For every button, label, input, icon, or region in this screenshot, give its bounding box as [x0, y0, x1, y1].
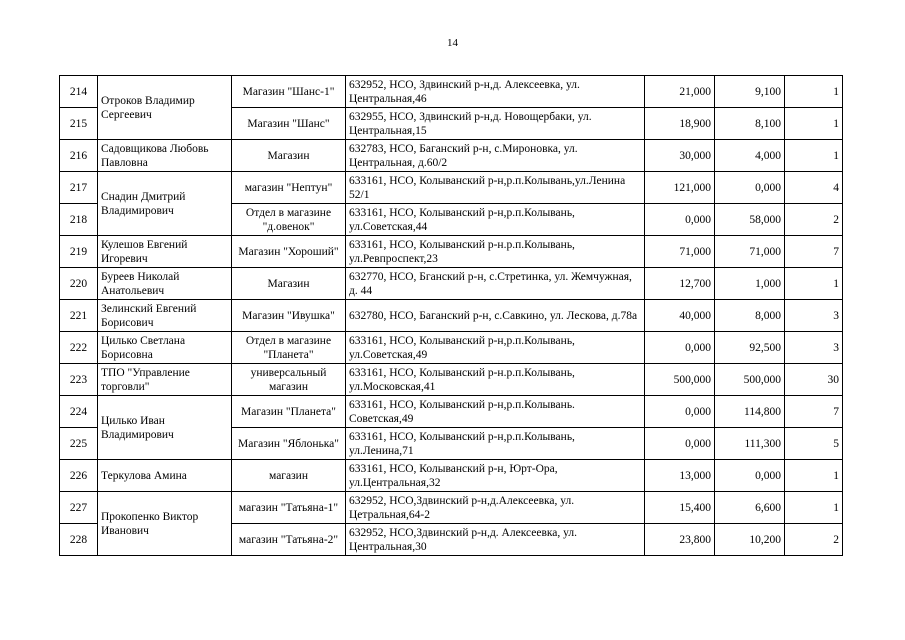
store-address: 632952, НСО,Здвинский р-н,д.Алексеевка, ул. Цетральная,64-2 — [346, 492, 645, 524]
value-3: 7 — [785, 396, 843, 428]
row-number: 223 — [60, 364, 98, 396]
value-1: 15,400 — [645, 492, 715, 524]
owner-name: Прокопенко Виктор Иванович — [98, 492, 232, 556]
owner-name: Теркулова Амина — [98, 460, 232, 492]
value-2: 0,000 — [715, 460, 785, 492]
row-number: 220 — [60, 268, 98, 300]
row-number: 217 — [60, 172, 98, 204]
store-address: 633161, НСО, Колыванский р-н, Юрт-Ора, ул.Центральная,32 — [346, 460, 645, 492]
table-row — [60, 236, 843, 268]
value-1: 0,000 — [645, 428, 715, 460]
table-row — [60, 460, 843, 492]
store-type: Магазин "Яблонька" — [232, 428, 346, 460]
table-row — [60, 396, 843, 428]
store-type: Магазин "Хороший" — [232, 236, 346, 268]
value-1: 13,000 — [645, 460, 715, 492]
row-number: 225 — [60, 428, 98, 460]
value-3: 1 — [785, 76, 843, 108]
value-3: 3 — [785, 332, 843, 364]
store-address: 632783, НСО, Баганский р-н, с.Мироновка, ул. Центральная, д.60/2 — [346, 140, 645, 172]
store-type: Магазин — [232, 268, 346, 300]
owner-name: ТПО "Управление торговли" — [98, 364, 232, 396]
store-type: Магазин — [232, 140, 346, 172]
store-type: Отдел в магазине "д.овенок" — [232, 204, 346, 236]
store-address: 633161, НСО, Колыванский р-н.р.п.Колывань, ул.Московская,41 — [346, 364, 645, 396]
value-2: 92,500 — [715, 332, 785, 364]
store-address: 632770, НСО, Бганский р-н, с.Стретинка, ул. Жемчужная, д. 44 — [346, 268, 645, 300]
value-2: 4,000 — [715, 140, 785, 172]
store-address: 633161, НСО, Колыванский р-н,р.п.Колывань. Советская,49 — [346, 396, 645, 428]
value-3: 2 — [785, 204, 843, 236]
store-address: 633161, НСО, Колыванский р-н,р.п.Колывань, ул.Советская,44 — [346, 204, 645, 236]
store-type: Магазин "Ивушка" — [232, 300, 346, 332]
value-1: 0,000 — [645, 396, 715, 428]
table-row — [60, 300, 843, 332]
owner-name: Зелинский Евгений Борисович — [98, 300, 232, 332]
row-number: 222 — [60, 332, 98, 364]
value-3: 1 — [785, 268, 843, 300]
store-type: магазин — [232, 460, 346, 492]
store-type: магазин "Нептун" — [232, 172, 346, 204]
value-3: 5 — [785, 428, 843, 460]
value-2: 58,000 — [715, 204, 785, 236]
table-row — [60, 332, 843, 364]
value-2: 71,000 — [715, 236, 785, 268]
value-2: 10,200 — [715, 524, 785, 556]
value-2: 1,000 — [715, 268, 785, 300]
value-3: 7 — [785, 236, 843, 268]
value-3: 1 — [785, 460, 843, 492]
store-type: Магазин "Планета" — [232, 396, 346, 428]
store-address: 632955, НСО, Здвинский р-н,д. Новощербаки, ул. Центральная,15 — [346, 108, 645, 140]
row-number: 219 — [60, 236, 98, 268]
row-number: 218 — [60, 204, 98, 236]
store-type: магазин "Татьяна-1" — [232, 492, 346, 524]
row-number: 226 — [60, 460, 98, 492]
table-row — [60, 172, 843, 204]
row-number: 216 — [60, 140, 98, 172]
owner-name: Отроков Владимир Сергеевич — [98, 76, 232, 140]
store-address: 632952, НСО, Здвинский р-н,д. Алексеевка, ул. Центральная,46 — [346, 76, 645, 108]
store-address: 633161, НСО, Колыванский р-н,р.п.Колывань,ул.Ленина 52/1 — [346, 172, 645, 204]
value-3: 1 — [785, 108, 843, 140]
value-1: 23,800 — [645, 524, 715, 556]
table-row — [60, 76, 843, 108]
value-1: 121,000 — [645, 172, 715, 204]
registry-table — [59, 75, 843, 556]
value-1: 0,000 — [645, 204, 715, 236]
value-1: 0,000 — [645, 332, 715, 364]
owner-name: Буреев Николай Анатольевич — [98, 268, 232, 300]
row-number: 224 — [60, 396, 98, 428]
store-type: магазин "Татьяна-2" — [232, 524, 346, 556]
value-2: 500,000 — [715, 364, 785, 396]
store-address: 633161, НСО, Колыванский р-н,р.п.Колывань, ул.Советская,49 — [346, 332, 645, 364]
table-row — [60, 140, 843, 172]
value-3: 1 — [785, 492, 843, 524]
owner-name: Цилько Светлана Борисовна — [98, 332, 232, 364]
value-2: 8,100 — [715, 108, 785, 140]
value-2: 8,000 — [715, 300, 785, 332]
page-number: 14 — [447, 37, 458, 49]
owner-name: Снадин Дмитрий Владимирович — [98, 172, 232, 236]
value-1: 71,000 — [645, 236, 715, 268]
value-1: 21,000 — [645, 76, 715, 108]
value-1: 500,000 — [645, 364, 715, 396]
row-number: 228 — [60, 524, 98, 556]
store-type: Магазин "Шанс-1" — [232, 76, 346, 108]
value-1: 30,000 — [645, 140, 715, 172]
value-2: 9,100 — [715, 76, 785, 108]
value-1: 18,900 — [645, 108, 715, 140]
table-row — [60, 492, 843, 524]
row-number: 214 — [60, 76, 98, 108]
store-type: Отдел в магазине "Планета" — [232, 332, 346, 364]
value-1: 12,700 — [645, 268, 715, 300]
value-2: 0,000 — [715, 172, 785, 204]
row-number: 221 — [60, 300, 98, 332]
value-1: 40,000 — [645, 300, 715, 332]
value-3: 4 — [785, 172, 843, 204]
value-3: 1 — [785, 140, 843, 172]
value-3: 30 — [785, 364, 843, 396]
row-number: 215 — [60, 108, 98, 140]
row-number: 227 — [60, 492, 98, 524]
table-body — [60, 76, 843, 556]
store-address: 633161, НСО, Колыванский р-н.р.п.Колывань, ул.Ревпроспект,23 — [346, 236, 645, 268]
value-3: 3 — [785, 300, 843, 332]
value-3: 2 — [785, 524, 843, 556]
owner-name: Кулешов Евгений Игоревич — [98, 236, 232, 268]
value-2: 6,600 — [715, 492, 785, 524]
store-type: Магазин "Шанс" — [232, 108, 346, 140]
store-address: 632952, НСО,Здвинский р-н,д. Алексеевка, ул. Центральная,30 — [346, 524, 645, 556]
table-row — [60, 268, 843, 300]
owner-name: Цилько Иван Владимирович — [98, 396, 232, 460]
value-2: 111,300 — [715, 428, 785, 460]
store-address: 632780, НСО, Баганский р-н, с.Савкино, ул. Лескова, д.78а — [346, 300, 645, 332]
store-type: универсальный магазин — [232, 364, 346, 396]
store-address: 633161, НСО, Колыванский р-н,р.п.Колывань, ул.Ленина,71 — [346, 428, 645, 460]
table-row — [60, 364, 843, 396]
value-2: 114,800 — [715, 396, 785, 428]
owner-name: Садовщикова Любовь Павловна — [98, 140, 232, 172]
